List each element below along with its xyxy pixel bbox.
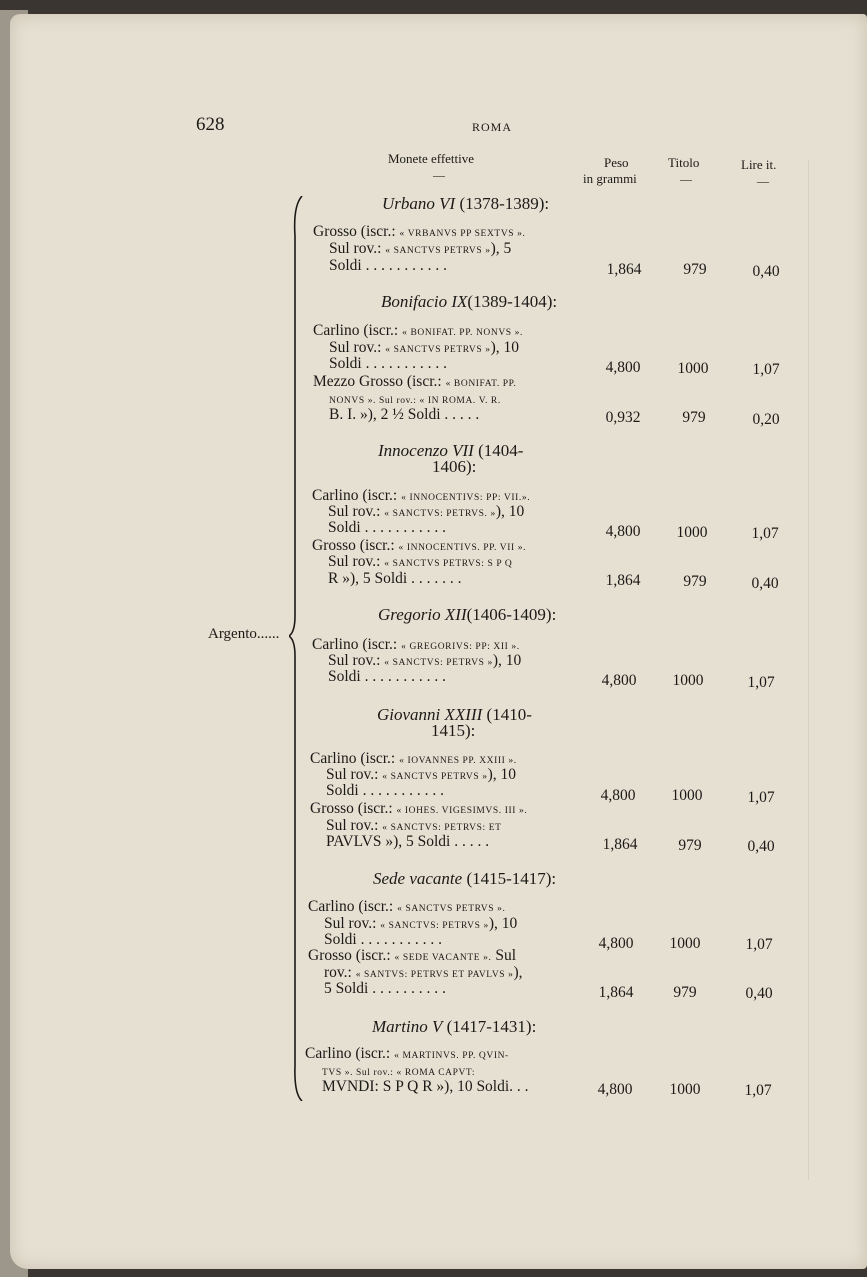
section-dates: (1389-1404): xyxy=(467,292,558,311)
peso-value: 1,864 xyxy=(602,836,638,853)
section-dates-continued: 1406): xyxy=(432,457,477,476)
coin-entry-line: Soldi . . . . . . . . . . . xyxy=(326,782,444,799)
section-name: Giovanni XXIII xyxy=(377,705,483,724)
coin-entry-line: Soldi . . . . . . . . . . . xyxy=(328,668,446,685)
lire-value: 1,07 xyxy=(751,525,779,542)
titolo-value: 1000 xyxy=(676,524,708,541)
coin-entry-line: 5 Soldi . . . . . . . . . . xyxy=(324,980,446,997)
section-name: Innocenzo VII xyxy=(378,441,474,460)
coin-entry: Carlino (iscr.: « IOVANNES PP. XXIII ». xyxy=(310,750,517,767)
titolo-value: 1000 xyxy=(672,672,704,689)
coin-entry-line: Soldi . . . . . . . . . . . xyxy=(329,257,447,274)
titolo-value: 979 xyxy=(683,261,707,278)
lire-value: 0,40 xyxy=(751,575,779,592)
col-lire-dash: — xyxy=(757,174,769,188)
coin-entry: Carlino (iscr.: « GREGORIVS: PP: XII ». xyxy=(312,636,520,653)
section-name: Urbano VI xyxy=(382,194,456,213)
section-name: Gregorio XII xyxy=(378,605,467,624)
coin-entry-line: Sul rov.: « SANCTVS PETRVS »), 5 xyxy=(329,240,512,257)
col-lire-header: Lire it. xyxy=(741,157,777,172)
titolo-value: 1000 xyxy=(669,1081,701,1098)
coin-entry-line: R »), 5 Soldi . . . . . . . xyxy=(328,570,462,587)
page-fold-line xyxy=(808,160,809,1180)
coin-entry: Grosso (iscr.: « INNOCENTIVS. PP. VII ». xyxy=(312,537,527,554)
peso-value: 4,800 xyxy=(605,523,641,540)
peso-value: 1,864 xyxy=(598,984,634,1001)
titolo-value: 979 xyxy=(678,837,702,854)
running-head: ROMA xyxy=(472,120,513,134)
lire-value: 0,40 xyxy=(745,985,773,1002)
section-heading xyxy=(382,194,549,214)
lire-value: 1,07 xyxy=(747,789,775,806)
coin-entry: Mezzo Grosso (iscr.: « BONIFAT. PP. xyxy=(313,373,517,390)
titolo-value: 979 xyxy=(673,984,697,1001)
peso-value: 1,864 xyxy=(606,261,642,278)
coin-entry-line: PAVLVS »), 5 Soldi . . . . . xyxy=(326,833,490,850)
lire-value: 1,07 xyxy=(747,674,775,691)
peso-value: 4,800 xyxy=(600,787,636,804)
coin-entry: Carlino (iscr.: « MARTINVS. PP. QVIN- xyxy=(305,1045,509,1062)
lire-value: 1,07 xyxy=(745,936,773,953)
coin-entry: Carlino (iscr.: « INNOCENTIVS: PP: VII.». xyxy=(312,487,531,504)
peso-value: 0,932 xyxy=(605,409,641,426)
section-name: Sede vacante xyxy=(373,869,463,888)
coin-entry-line: MVNDI: S P Q R »), 10 Soldi. . . xyxy=(322,1078,529,1095)
coin-entry: Grosso (iscr.: « VRBANVS PP SEXTVS ». xyxy=(313,223,526,240)
coin-entry-line: Soldi . . . . . . . . . . . xyxy=(328,519,446,536)
coin-entry-line: TVS ». Sul rov.: « ROMA CAPVT: xyxy=(322,1068,476,1078)
peso-value: 4,800 xyxy=(598,935,634,952)
section-heading xyxy=(372,1017,536,1037)
lire-value: 0,40 xyxy=(752,263,780,280)
section-heading xyxy=(381,292,557,312)
coin-entry-line: Sul rov.: « SANCTVS: PETRVS. »), 10 xyxy=(328,503,525,520)
coin-entry-line: Soldi . . . . . . . . . . . xyxy=(329,355,447,372)
coin-entry-line: Sul rov.: « SANCTVS PETRVS »), 10 xyxy=(326,766,517,783)
section-dates: (1404- xyxy=(478,441,524,460)
section-dates: (1415-1417): xyxy=(466,869,557,888)
coin-entry: Carlino (iscr.: « BONIFAT. PP. NONVS ». xyxy=(313,322,523,339)
page-number: 628 xyxy=(196,114,225,135)
lire-value: 0,20 xyxy=(752,411,780,428)
section-name: Martino V xyxy=(372,1017,443,1036)
coin-entry-line: Sul rov.: « SANCTVS: PETRVS: ET xyxy=(326,817,502,834)
coin-entry-line: Soldi . . . . . . . . . . . xyxy=(324,931,442,948)
peso-value: 4,800 xyxy=(597,1081,633,1098)
peso-value: 4,800 xyxy=(601,672,637,689)
coin-entry-line: Sul rov.: « SANCTVS: PETRVS »), 10 xyxy=(328,652,522,669)
section-dates: (1378-1389): xyxy=(459,194,550,213)
coin-entry: Carlino (iscr.: « SANCTVS PETRVS ». xyxy=(308,898,506,915)
titolo-value: 1000 xyxy=(677,360,709,377)
section-dates: (1406-1409): xyxy=(466,605,557,624)
coin-entry: Grosso (iscr.: « IOHES. VIGESIMVS. III ». xyxy=(310,800,528,817)
coin-entry-line: Sul rov.: « SANCTVS PETRVS »), 10 xyxy=(329,339,520,356)
section-heading xyxy=(373,869,556,889)
section-dates: (1410- xyxy=(486,705,532,724)
col-titolo-header: Titolo xyxy=(668,155,700,170)
section-dates: (1417-1431): xyxy=(446,1017,537,1036)
col-peso-subheader: in grammi xyxy=(583,171,637,186)
col-titolo-dash: — xyxy=(680,172,692,186)
group-label-argento: Argento...... xyxy=(208,626,280,642)
coin-entry-line: B. I. »), 2 ½ Soldi . . . . . xyxy=(329,406,480,423)
col-monete-header: Monete effettive xyxy=(388,151,475,166)
lire-value: 1,07 xyxy=(744,1082,772,1099)
brace-icon xyxy=(289,196,303,1101)
section-dates-continued: 1415): xyxy=(431,721,476,740)
titolo-value: 1000 xyxy=(671,787,703,804)
coin-entry: Grosso (iscr.: « SEDE VACANTE ». Sul xyxy=(308,947,517,964)
coin-entry-line: rov.: « SANTVS: PETRVS ET PAVLVS »), xyxy=(324,964,523,981)
titolo-value: 979 xyxy=(683,573,707,590)
peso-value: 1,864 xyxy=(605,572,641,589)
section-heading xyxy=(378,605,556,625)
col-monete-dash: — xyxy=(433,168,445,182)
titolo-value: 979 xyxy=(682,409,706,426)
titolo-value: 1000 xyxy=(669,935,701,952)
lire-value: 1,07 xyxy=(752,361,780,378)
section-name: Bonifacio IX xyxy=(381,292,468,311)
coin-entry-line: Sul rov.: « SANCTVS PETRVS: S P Q xyxy=(328,553,513,570)
col-peso-header: Peso xyxy=(604,155,629,170)
peso-value: 4,800 xyxy=(605,359,641,376)
lire-value: 0,40 xyxy=(747,838,775,855)
coin-entry-line: Sul rov.: « SANCTVS: PETRVS »), 10 xyxy=(324,915,518,932)
coin-entry-line: NONVS ». Sul rov.: « IN ROMA. V. R. xyxy=(329,396,501,406)
